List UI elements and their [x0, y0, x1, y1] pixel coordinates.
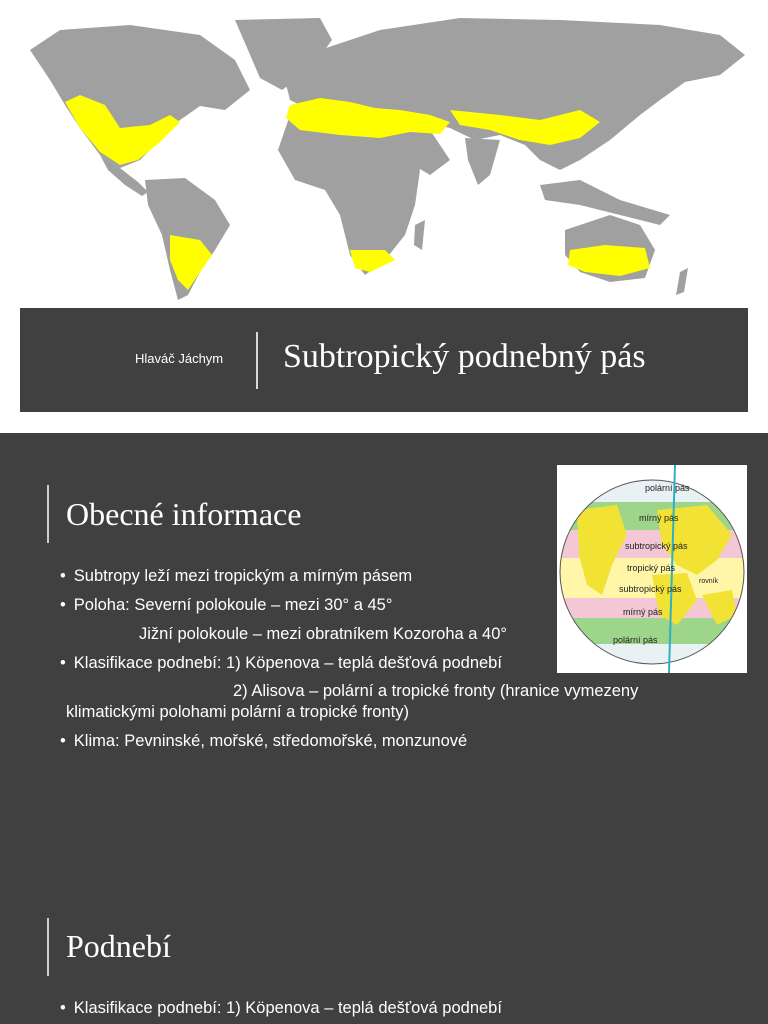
- bullet-line: • Poloha: Severní polokoule – mezi 30° a 45°: [60, 596, 392, 615]
- text-line: 2) Alisova – polární a tropické fronty (hranice vymezeny: [233, 682, 639, 700]
- slide-gap: [0, 412, 768, 433]
- text-line: Jižní polokoule – mezi obratníkem Kozoroha a 40°: [139, 625, 507, 643]
- slide-title: Subtropický podnebný pás: [283, 338, 646, 375]
- bullet-line: • Klima: Pevninské, mořské, středomořské, monzunové: [60, 732, 467, 751]
- zone-label: mírný pás: [639, 513, 679, 523]
- zone-label: polární pás: [645, 483, 690, 493]
- title-divider: [256, 332, 258, 389]
- section-heading-general: Obecné informace: [66, 496, 302, 532]
- zone-label: subtropický pás: [619, 584, 682, 594]
- bullet-line: • Subtropy leží mezi tropickým a mírným pásem: [60, 567, 412, 586]
- section-heading-climate: Podnebí: [66, 928, 171, 964]
- bullet-line: • Klasifikace podnebí: 1) Köpenova – teplá dešťová podnebí: [60, 999, 502, 1018]
- zone-label: tropický pás: [627, 563, 676, 573]
- zone-label: polární pás: [613, 635, 658, 645]
- title-slide: [0, 0, 768, 420]
- bullet-line: • Klasifikace podnebí: 1) Köpenova – teplá dešťová podnebí: [60, 654, 502, 673]
- author-name: Hlaváč Jáchym: [135, 351, 224, 366]
- world-map-image: [20, 10, 750, 305]
- zone-label: mírný pás: [623, 607, 663, 617]
- climate-zones-globe-image: [557, 465, 747, 673]
- zone-label: subtropický pás: [625, 541, 688, 551]
- section-accent-bar: [47, 918, 49, 976]
- text-line: klimatickými polohami polární a tropické fronty): [66, 703, 409, 721]
- zone-label: rovník: [699, 578, 719, 585]
- section-accent-bar: [47, 485, 49, 543]
